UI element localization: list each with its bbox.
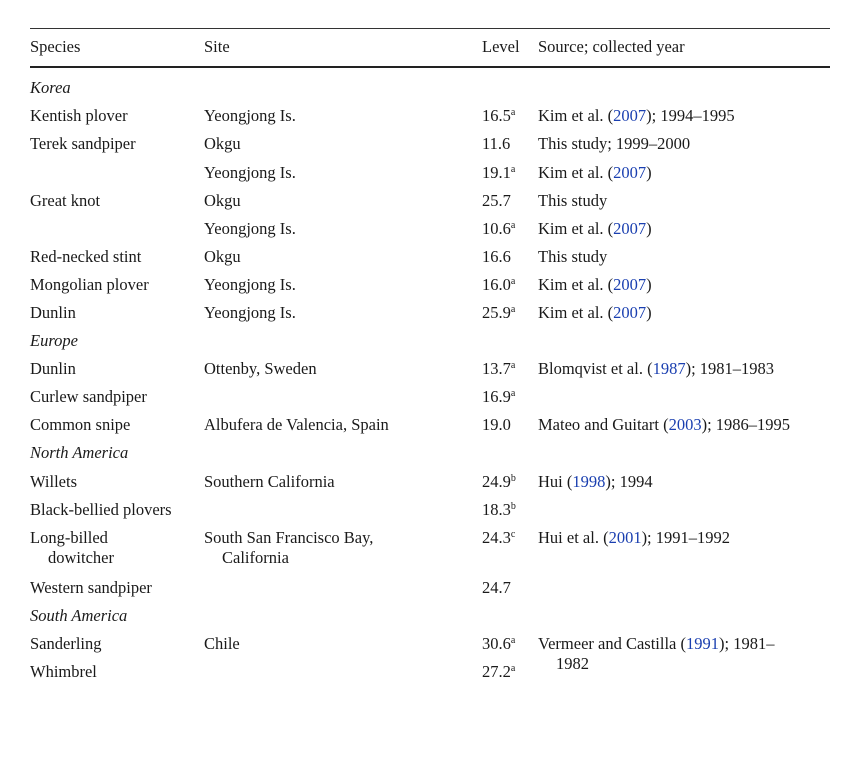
source-cell: Hui et al. (2001); 1991–1992 [538, 528, 731, 547]
site-cell: Ottenby, Sweden [204, 359, 317, 378]
group-south-america: South America [30, 606, 128, 625]
source-cell: This study; 1999–2000 [538, 134, 691, 153]
top-rule [30, 28, 830, 29]
citation-link[interactable]: 2007 [613, 275, 647, 294]
level-cell: 27.2$^a$ [482, 662, 516, 681]
header-rule [30, 66, 830, 68]
source-cell: Kim et al. (2007) [538, 275, 652, 294]
group-north-america: North America [30, 443, 129, 462]
level-cell: 19.0 [482, 415, 511, 434]
site-cell: Yeongjong Is. [204, 163, 296, 182]
species-cell: Mongolian plover [30, 275, 149, 294]
footnote-mark: c [510, 529, 516, 540]
footnote-mark: a [510, 304, 516, 315]
site-cell: Yeongjong Is. [204, 275, 296, 294]
citation-link[interactable]: 1991 [685, 634, 719, 653]
species-cell: Willets [30, 472, 77, 491]
footnote-mark: a [510, 107, 516, 118]
species-cell: Sanderling [30, 634, 102, 653]
level-cell: 16.6 [482, 247, 511, 266]
citation-link[interactable]: 1998 [572, 472, 606, 491]
species-cell: Whimbrel [30, 662, 97, 681]
header-source: Source; collected year [538, 37, 685, 56]
source-cell: This study [538, 191, 608, 210]
level-cell: 10.6$^a$ [482, 219, 516, 238]
site-cell: South San Francisco Bay, California [204, 528, 374, 567]
footnote-mark: a [510, 220, 516, 231]
species-cell: Dunlin [30, 303, 76, 322]
level-cell: 18.3$^b$ [482, 500, 516, 519]
species-cell: Terek sandpiper [30, 134, 136, 153]
group-korea: Korea [30, 78, 71, 97]
header-species: Species [30, 37, 81, 56]
footnote-mark: a [510, 663, 516, 674]
source-cell: Kim et al. (2007) [538, 163, 652, 182]
species-cell: Great knot [30, 191, 101, 210]
species-cell: Dunlin [30, 359, 76, 378]
level-cell: 24.3$^c$ [482, 528, 516, 547]
footnote-mark: a [510, 360, 516, 371]
site-cell: Chile [204, 634, 240, 653]
level-cell: 16.0$^a$ [482, 275, 516, 294]
source-cell: Kim et al. (2007) [538, 303, 652, 322]
group-europe: Europe [30, 331, 78, 350]
level-cell: 24.7 [482, 578, 511, 597]
level-cell: 25.7 [482, 191, 511, 210]
site-cell: Yeongjong Is. [204, 303, 296, 322]
site-cell: Yeongjong Is. [204, 106, 296, 125]
source-cell: Blomqvist et al. (1987); 1981–1983 [538, 359, 775, 378]
site-cell: Southern California [204, 472, 335, 491]
species-cell: Black-bellied plovers [30, 500, 172, 519]
source-cell: Vermeer and Castilla (1991); 1981– 1982 [538, 634, 775, 673]
level-cell: 24.9$^b$ [482, 472, 516, 491]
citation-link[interactable]: 2001 [608, 528, 642, 547]
source-cell: Mateo and Guitart (2003); 1986–1995 [538, 415, 791, 434]
site-cell: Okgu [204, 247, 241, 266]
citation-link[interactable]: 2007 [613, 219, 647, 238]
species-cell: Curlew sandpiper [30, 387, 147, 406]
source-cell: Kim et al. (2007); 1994–1995 [538, 106, 735, 125]
header-site: Site [204, 37, 230, 56]
footnote-mark: b [510, 501, 516, 512]
source-cell: Hui (1998); 1994 [538, 472, 653, 491]
footnote-mark: b [510, 473, 516, 484]
citation-link[interactable]: 1987 [652, 359, 686, 378]
species-cell: Western sandpiper [30, 578, 152, 597]
species-cell: Common snipe [30, 415, 131, 434]
source-cell: This study [538, 247, 608, 266]
footnote-mark: a [510, 635, 516, 646]
level-cell: 16.9$^a$ [482, 387, 516, 406]
citation-link[interactable]: 2007 [613, 106, 647, 125]
species-cell: Long-billed dowitcher [30, 528, 114, 567]
citation-link[interactable]: 2003 [668, 415, 702, 434]
site-cell: Okgu [204, 191, 241, 210]
level-cell: 25.9$^a$ [482, 303, 516, 322]
citation-link[interactable]: 2007 [613, 163, 647, 182]
site-cell: Albufera de Valencia, Spain [204, 415, 389, 434]
footnote-mark: a [510, 388, 516, 399]
level-cell: 11.6 [482, 134, 511, 153]
site-cell: Okgu [204, 134, 241, 153]
footnote-mark: a [510, 276, 516, 287]
source-cell: Kim et al. (2007) [538, 219, 652, 238]
species-cell: Red-necked stint [30, 247, 142, 266]
level-cell: 16.5$^a$ [482, 106, 516, 125]
citation-link[interactable]: 2007 [613, 303, 647, 322]
footnote-mark: a [510, 164, 516, 175]
site-cell: Yeongjong Is. [204, 219, 296, 238]
level-cell: 19.1$^a$ [482, 163, 516, 182]
species-cell: Kentish plover [30, 106, 128, 125]
level-cell: 13.7$^a$ [482, 359, 516, 378]
level-cell: 30.6$^a$ [482, 634, 516, 653]
header-level: Level [482, 37, 520, 56]
